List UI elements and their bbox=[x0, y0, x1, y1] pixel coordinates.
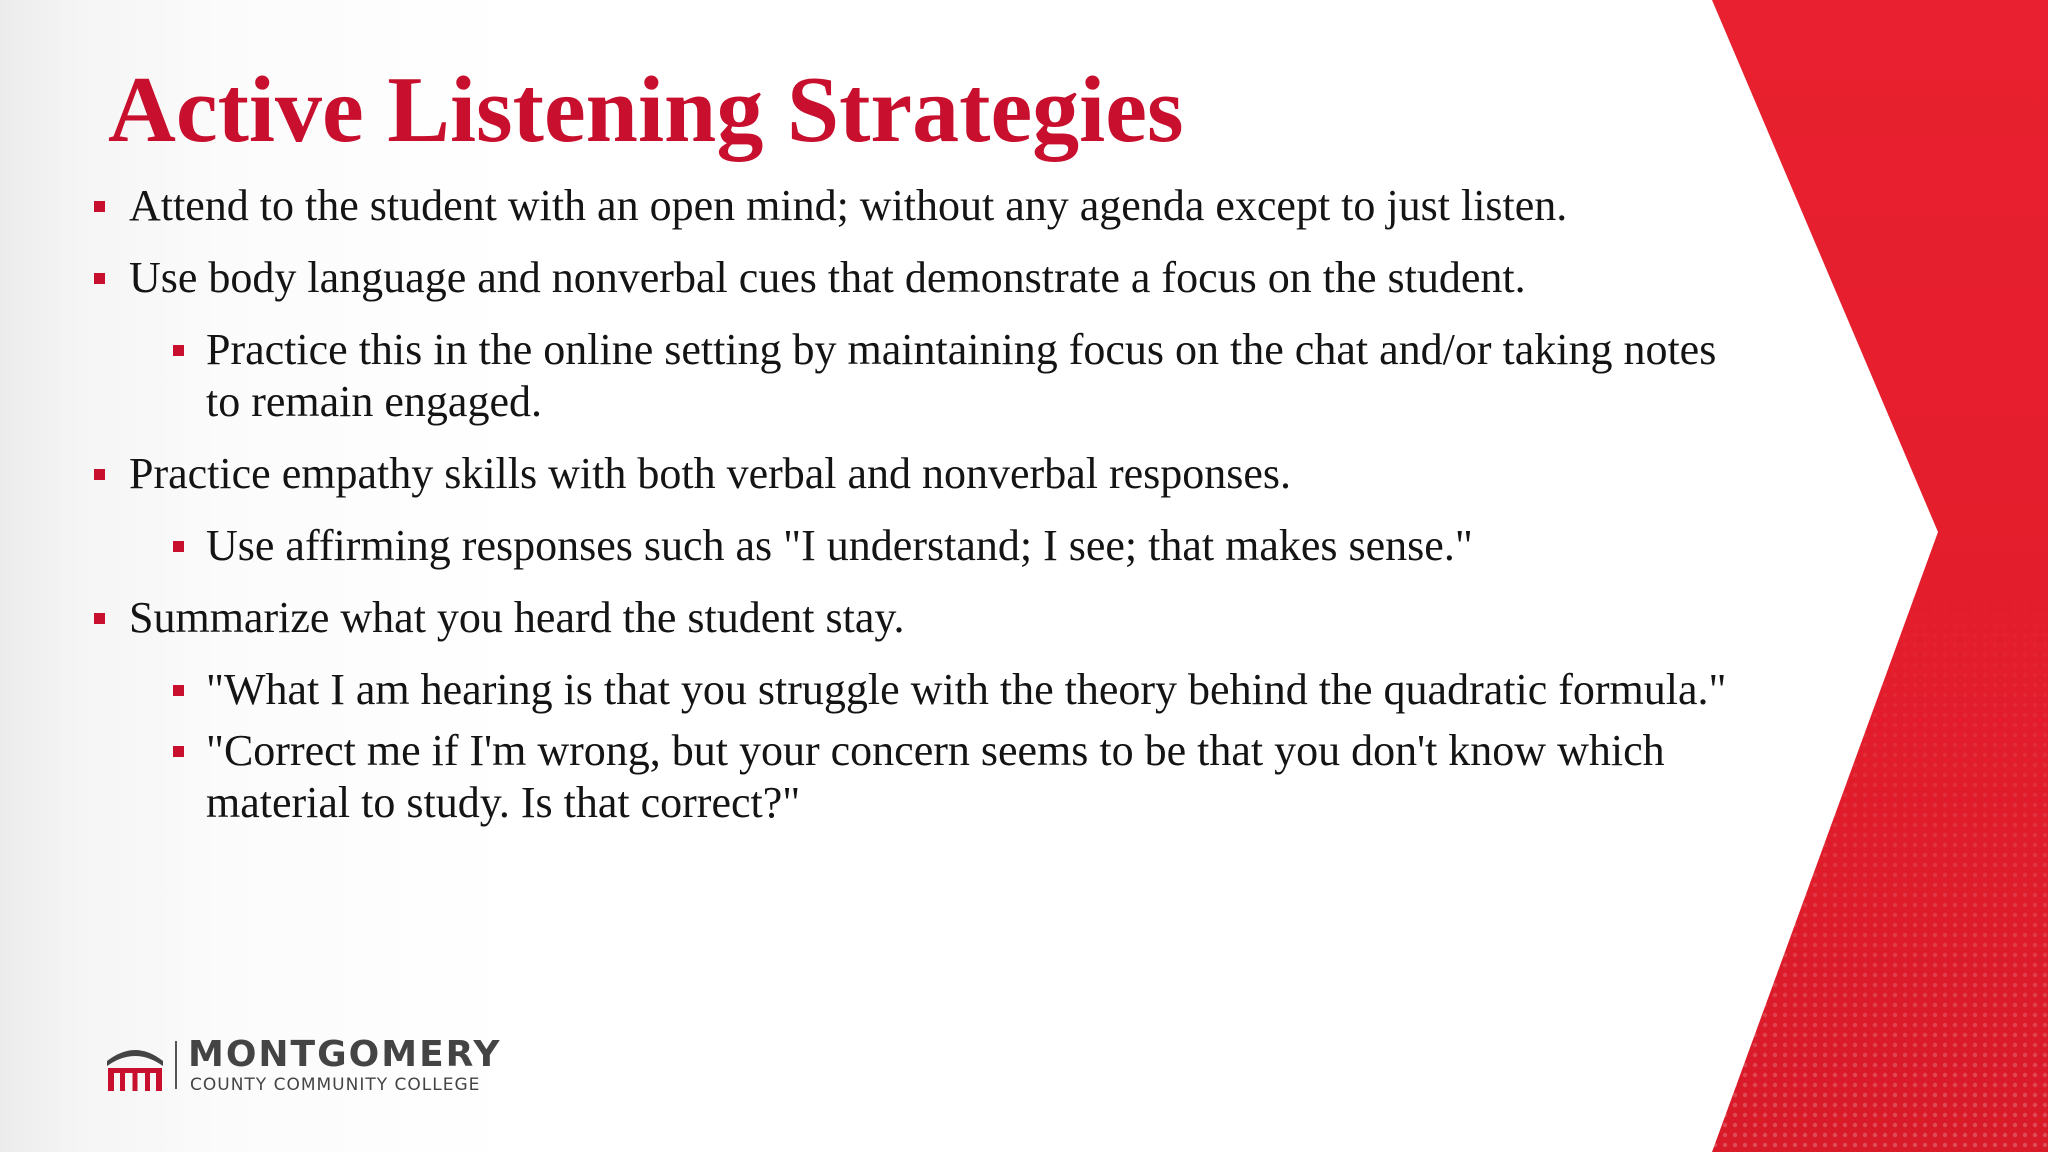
square-bullet-icon bbox=[94, 613, 105, 624]
sub-bullet-text: "Correct me if I'm wrong, but your concern seems to be that you don't know which material to study. Is that correct?" bbox=[206, 726, 1665, 827]
college-building-icon bbox=[104, 1037, 166, 1093]
square-bullet-icon bbox=[173, 746, 184, 757]
sub-bullet-text: Practice this in the online setting by maintaining focus on the chat and/or taking notes to remain engaged. bbox=[206, 325, 1717, 426]
sub-bullet-text: Use affirming responses such as "I understand; I see; that makes sense." bbox=[206, 521, 1473, 570]
sub-bullet-item bbox=[0, 324, 1740, 428]
bullet-item bbox=[0, 252, 1740, 304]
sub-bullet-text: "What I am hearing is that you struggle with the theory behind the quadratic formula." bbox=[206, 665, 1727, 714]
sub-bullet-item bbox=[0, 664, 1740, 716]
bullet-item bbox=[0, 592, 1740, 644]
bullet-text: Practice empathy skills with both verbal and nonverbal responses. bbox=[129, 449, 1292, 498]
sub-bullet-item bbox=[0, 725, 1740, 829]
square-bullet-icon bbox=[173, 541, 184, 552]
slide-title: Active Listening Strategies bbox=[108, 58, 1184, 162]
square-bullet-icon bbox=[173, 685, 184, 696]
logo-divider bbox=[175, 1041, 177, 1089]
bullet-item bbox=[0, 448, 1740, 500]
bullet-text: Use body language and nonverbal cues that demonstrate a focus on the student. bbox=[129, 253, 1526, 302]
bullet-text: Summarize what you heard the student stay. bbox=[129, 593, 905, 642]
college-logo bbox=[104, 1035, 524, 1097]
bullet-list bbox=[0, 180, 1740, 849]
square-bullet-icon bbox=[173, 345, 184, 356]
logo-name: MONTGOMERY bbox=[188, 1034, 502, 1075]
logo-subtitle: COUNTY COMMUNITY COLLEGE bbox=[190, 1075, 481, 1095]
square-bullet-icon bbox=[94, 469, 105, 480]
square-bullet-icon bbox=[94, 273, 105, 284]
sub-bullet-item bbox=[0, 520, 1740, 572]
bullet-text: Attend to the student with an open mind; without any agenda except to just listen. bbox=[129, 181, 1568, 230]
square-bullet-icon bbox=[94, 201, 105, 212]
bullet-item bbox=[0, 180, 1740, 232]
